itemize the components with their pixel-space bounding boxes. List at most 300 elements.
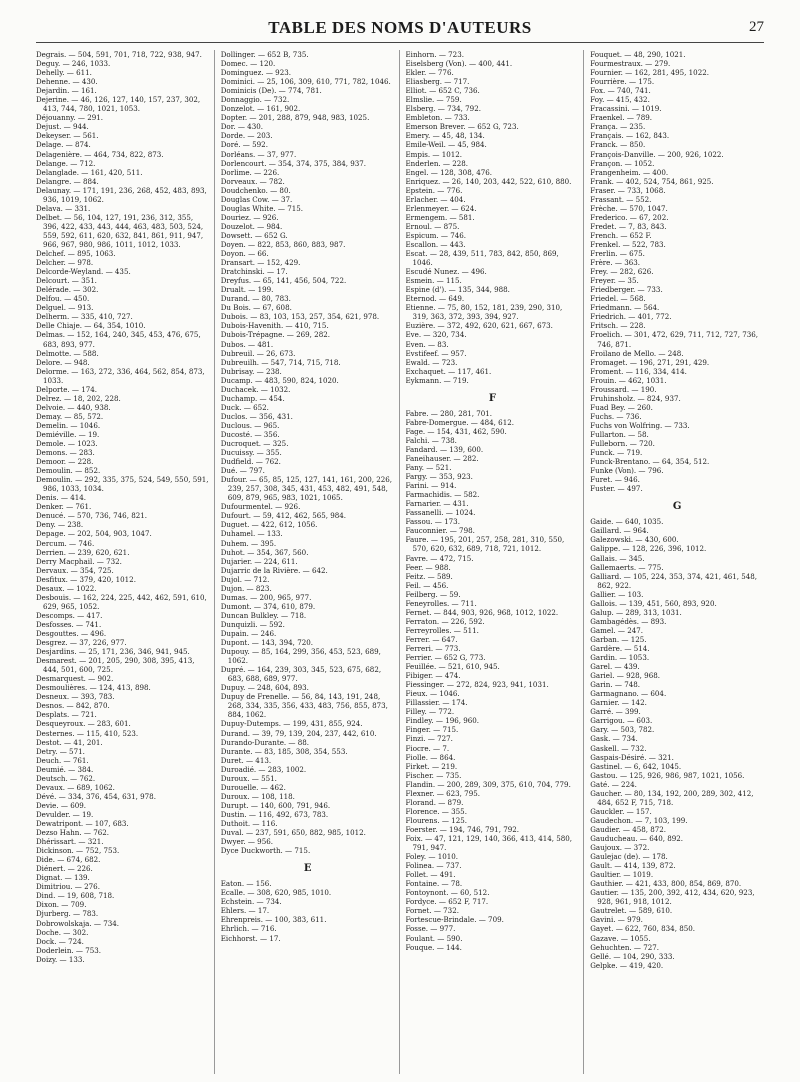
- index-entry: Derrien. — 239, 620, 621.: [36, 547, 130, 557]
- index-entry: Delrez. — 18, 202, 228.: [36, 393, 121, 403]
- index-entry: Florand. — 879.: [405, 797, 464, 807]
- index-entry: Dominici. — 25, 106, 309, 610, 771, 782, 1046.: [220, 77, 391, 87]
- index-entry: Fuchs. — 736.: [590, 411, 642, 421]
- index-entry: Fourmestraux. — 279.: [590, 59, 671, 69]
- index-entry: Einhorn. — 723.: [405, 50, 464, 59]
- index-entry: Fourrière. — 175.: [590, 77, 655, 87]
- index-columns: [36, 50, 768, 1074]
- index-entry: Gavini. — 979.: [590, 915, 643, 925]
- index-entry: Duroux. — 108, 118.: [220, 791, 295, 801]
- index-entry: Franck. — 850.: [590, 140, 646, 150]
- index-entry: Finger. — 715.: [405, 725, 459, 735]
- index-entry: Dumas. — 200, 965, 977.: [220, 592, 312, 602]
- index-entry: Gautier. — 135, 200, 392, 412, 434, 620, 923, 928, 961, 918, 1012.: [590, 888, 755, 907]
- index-entry: Fracassini. — 1019.: [590, 104, 662, 114]
- index-entry: Derry Macphail. — 732.: [36, 556, 122, 566]
- index-entry: Deuch. — 761.: [36, 755, 89, 765]
- index-entry: Fabre-Domergue. — 484, 612.: [405, 417, 514, 427]
- index-entry: Fouque. — 144.: [405, 942, 462, 952]
- index-entry: Froment. — 116, 334, 414.: [590, 366, 687, 376]
- index-entry: Gelpke. — 419, 420.: [590, 960, 664, 970]
- index-column: [590, 50, 768, 1074]
- index-entry: Gaudier. — 458, 872.: [590, 824, 667, 834]
- index-entry: Fuchs von Wolfring. — 733.: [590, 420, 690, 430]
- section-letter: E: [303, 863, 312, 875]
- index-entry: Delérade. — 302.: [36, 285, 99, 295]
- index-entry: Friedel. — 568.: [590, 294, 646, 304]
- index-entry: Fromaget. — 196, 271, 291, 429.: [590, 357, 710, 367]
- index-entry: Follet. — 491.: [405, 870, 456, 880]
- index-entry: Dévé. — 334, 376, 454, 631, 978.: [36, 791, 156, 801]
- index-entry: Fontoynont. — 60, 512.: [405, 888, 490, 898]
- index-entry: Desternes. — 115, 410, 523.: [36, 728, 139, 738]
- index-entry: Garmagnano. — 604.: [590, 689, 667, 699]
- index-entry: Feil. — 456.: [405, 580, 449, 590]
- index-entry: Duncan Bulkley. — 718.: [220, 610, 307, 620]
- index-entry: Fornet. — 732.: [405, 906, 459, 916]
- page-title: TABLE DES NOMS D'AUTEURS: [268, 18, 532, 37]
- index-entry: Delfou. — 450.: [36, 294, 90, 304]
- index-entry: Delmotte. — 588.: [36, 348, 99, 358]
- index-entry: Feer. — 988.: [405, 562, 451, 572]
- index-entry: Florence. — 355.: [405, 806, 467, 816]
- index-entry: Demoulin. — 292, 335, 375, 524, 549, 550, 591, 986, 1033, 1034.: [36, 475, 209, 494]
- index-entry: Dezso Hahn. — 762.: [36, 828, 109, 838]
- index-entry: Gambagédès. — 893.: [590, 616, 667, 626]
- index-entry: Denis. — 414.: [36, 493, 87, 503]
- index-entry: Frassant. — 552.: [590, 194, 652, 204]
- index-entry: Douriez. — 926.: [220, 212, 279, 222]
- index-entry: Fiessinger. — 272, 824, 923, 941, 1031.: [405, 680, 549, 690]
- index-entry: Gaide. — 640, 1035.: [590, 517, 664, 527]
- index-entry: Delguel. — 913.: [36, 303, 94, 313]
- index-entry: Ducamp. — 483, 590, 824, 1020.: [220, 375, 339, 385]
- index-entry: Fage. — 154, 431, 462, 590.: [405, 426, 507, 436]
- index-entry: Euzière. — 372, 492, 620, 621, 667, 673.: [405, 321, 553, 331]
- index-entry: Dujol. — 712.: [220, 574, 270, 584]
- index-entry: Denker. — 761.: [36, 502, 92, 512]
- index-entry: Gellé. — 104, 290, 333.: [590, 951, 675, 961]
- index-entry: Fernet. — 844, 903, 926, 968, 1012, 1022.: [405, 607, 559, 617]
- index-entry: Ermengem. — 581.: [405, 212, 475, 222]
- index-entry: Etienne. — 75, 80, 152, 181, 239, 290, 310, 319, 363, 372, 393, 394, 927.: [405, 303, 563, 322]
- index-entry: Foix. — 47, 121, 129, 140, 366, 413, 414, 580, 791, 947.: [405, 833, 573, 853]
- index-entry: Ducosté. — 356.: [220, 429, 280, 439]
- index-entry: Delporte. — 174.: [36, 384, 98, 394]
- index-entry: Gariel. — 928, 968.: [590, 671, 660, 681]
- index-entry: Eichhorst. — 17.: [220, 933, 281, 943]
- index-entry: Garré. — 399.: [590, 707, 641, 717]
- index-entry: Desfosses. — 741.: [36, 619, 102, 629]
- index-entry: Espicum. — 746.: [405, 230, 467, 240]
- index-entry: Dorléans. — 37, 977.: [220, 149, 297, 159]
- index-column: [36, 50, 215, 1074]
- index-entry: Deny. — 238.: [36, 520, 84, 530]
- index-entry: Fuster. — 497.: [590, 484, 643, 494]
- index-entry: Ducroquet. — 325.: [220, 439, 289, 449]
- index-entry: Delvoie. — 440, 938.: [36, 402, 111, 412]
- index-entry: Emerson Brever. — 652 G, 723.: [405, 122, 519, 132]
- index-entry: Ferraton. — 226, 592.: [405, 616, 485, 626]
- index-entry: Duguet. — 422, 612, 1056.: [220, 520, 318, 530]
- index-entry: Duchamp. — 454.: [220, 393, 285, 403]
- index-entry: Dejerine. — 46, 126, 127, 140, 157, 237, 302, 413, 744, 780, 1021, 1053.: [36, 95, 201, 114]
- index-entry: Garin. — 748.: [590, 680, 641, 690]
- index-entry: Fritsch. — 228.: [590, 321, 646, 331]
- index-entry: Flexner. — 623, 795.: [405, 788, 480, 798]
- index-entry: Dupouy. — 85, 164, 299, 356, 453, 523, 689, 1062.: [220, 647, 381, 666]
- index-entry: Dopter. — 201, 288, 879, 948, 983, 1025.: [220, 113, 370, 123]
- index-entry: Garrigou. — 603.: [590, 716, 653, 726]
- index-entry: Gaillard. — 964.: [590, 526, 649, 536]
- index-entry: Dupuy. — 248, 604, 893.: [220, 683, 309, 693]
- index-entry: François-Danville. — 200, 926, 1022.: [590, 149, 724, 159]
- index-entry: Gehuchten. — 727.: [590, 942, 660, 952]
- index-entry: Firket. — 219.: [405, 761, 458, 771]
- index-entry: Fouquet. — 48, 290, 1021.: [590, 50, 686, 59]
- index-entry: Epstein. — 776.: [405, 185, 463, 195]
- index-entry: Falchi. — 738.: [405, 435, 457, 445]
- index-entry: Galippe. — 128, 226, 396, 1012.: [590, 544, 707, 554]
- index-entry: Duroux. — 551.: [220, 773, 277, 783]
- index-entry: Dobrowolskaja. — 734.: [36, 918, 120, 928]
- index-entry: Durand. — 80, 783.: [220, 294, 291, 304]
- index-entry: Dupuy-Dutemps. — 199, 431, 855, 924.: [220, 719, 363, 729]
- index-entry: Desmarquest. — 902.: [36, 674, 114, 684]
- index-entry: Demons. — 283.: [36, 448, 95, 458]
- index-entry: Farnarier. — 431.: [405, 499, 469, 509]
- index-entry: Dewatripont. — 107, 683.: [36, 818, 129, 828]
- index-entry: Froelich. — 301, 472, 629, 711, 712, 727, 736, 746, 871.: [590, 330, 759, 349]
- index-entry: Delherm. — 335, 410, 727.: [36, 312, 133, 322]
- index-entry: Ferreri. — 773.: [405, 644, 461, 653]
- index-entry: Durando-Durante. — 88.: [220, 737, 310, 747]
- index-entry: Douzelot. — 984.: [220, 221, 283, 231]
- index-entry: Ecalle. — 308, 620, 985, 1010.: [220, 888, 332, 898]
- index-entry: Desnos. — 842, 870.: [36, 701, 110, 711]
- index-entry: Emile-Weil. — 45, 984.: [405, 140, 487, 150]
- index-entry: Ferrier. — 652 G, 773.: [405, 653, 486, 663]
- index-entry: Favre. — 472, 715.: [405, 553, 474, 563]
- index-entry: Desmarest. — 201, 205, 290, 308, 395, 413, 444, 501, 600, 725.: [36, 656, 195, 675]
- index-entry: Fuad Bey. — 260.: [590, 402, 653, 412]
- index-entry: Dejardin. — 161.: [36, 86, 97, 96]
- index-entry: Friedberger. — 733.: [590, 285, 663, 295]
- index-entry: Garel. — 439.: [590, 662, 640, 672]
- index-entry: Fargy. — 353, 923.: [405, 472, 473, 482]
- index-entry: França. — 235.: [590, 122, 646, 132]
- index-entry: Dominicis (De). — 774, 781.: [220, 86, 322, 96]
- index-entry: Froussard. — 190.: [590, 384, 657, 394]
- index-entry: Gault. — 414, 139, 872.: [590, 861, 676, 871]
- index-entry: Demole. — 1023.: [36, 439, 98, 449]
- index-entry: Dumont. — 374, 610, 879.: [220, 601, 316, 611]
- index-entry: Dekeyser. — 561.: [36, 131, 99, 141]
- index-entry: Doré. — 592.: [220, 140, 268, 150]
- index-entry: Galup. — 289, 313, 1031.: [590, 607, 682, 617]
- index-entry: Dué. — 797.: [220, 466, 265, 476]
- index-entry: Fillassier. — 174.: [405, 698, 468, 708]
- index-entry: Doizy. — 133.: [36, 954, 85, 964]
- index-entry: Exchaquet. — 117, 461.: [405, 366, 492, 376]
- index-entry: Escat. — 28, 439, 511, 783, 842, 850, 869, 1046.: [405, 249, 559, 268]
- index-entry: Dufour. — 65, 85, 125, 127, 141, 161, 200, 226, 239, 257, 308, 345, 431, 453, 482, 491, 548, 609, 879, 965, 983, 1021, 1065.: [220, 475, 393, 503]
- index-entry: Ewald. — 723.: [405, 357, 458, 367]
- index-entry: Gaté. — 224.: [590, 779, 637, 789]
- index-entry: Douglas White. — 715.: [220, 203, 304, 213]
- index-entry: Dustin. — 116, 492, 673, 783.: [220, 809, 329, 819]
- index-entry: Gautrelet. — 589, 610.: [590, 906, 673, 916]
- index-entry: Fiocre. — 7.: [405, 743, 450, 753]
- index-entry: Dubreuil. — 26, 673.: [220, 348, 296, 358]
- index-entry: French. — 652 F.: [590, 230, 652, 240]
- index-entry: Dehelly. — 611.: [36, 68, 92, 78]
- index-entry: Douglas Cow. — 37.: [220, 194, 293, 204]
- index-entry: Gardin. — 1053.: [590, 653, 650, 663]
- index-entry: Dehenne. — 430.: [36, 77, 98, 87]
- index-entry: Gamel. — 247.: [590, 625, 643, 635]
- index-entry: Duhot. — 354, 367, 560.: [220, 547, 309, 557]
- index-entry: Dominguez. — 923.: [220, 68, 291, 78]
- index-entry: Fraenkel. — 789.: [590, 113, 652, 123]
- index-entry: Dudfield. — 762.: [220, 457, 281, 467]
- index-entry: Gaskell. — 732.: [590, 743, 647, 753]
- index-entry: Demay. — 85, 572.: [36, 411, 104, 421]
- index-entry: Eaton. — 156.: [220, 879, 272, 889]
- index-entry: Ehlers. — 17.: [220, 906, 270, 916]
- index-entry: Ferreyrolles. — 511.: [405, 625, 479, 635]
- index-entry: Gazave. — 1055.: [590, 933, 651, 943]
- index-entry: Detry. — 571.: [36, 746, 85, 756]
- index-entry: Ernoul. — 875.: [405, 221, 460, 231]
- index-entry: Dorlencourt. — 354, 374, 375, 384, 937.: [220, 158, 367, 168]
- index-entry: Flandin. — 200, 289, 309, 375, 610, 704, 779.: [405, 779, 571, 789]
- index-entry: Frank. — 402, 524, 754, 861, 925.: [590, 176, 714, 186]
- index-entry: Delangre. — 884.: [36, 176, 99, 186]
- index-entry: Galliard. — 105, 224, 353, 374, 421, 461, 548, 862, 922.: [590, 571, 758, 590]
- index-entry: Findley. — 196, 960.: [405, 716, 480, 726]
- index-entry: Dupuy de Frenelle. — 56, 84, 143, 191, 248, 268, 334, 335, 356, 433, 483, 756, 855, 873, 884, 1062.: [220, 692, 388, 720]
- index-entry: Eternod. — 649.: [405, 294, 465, 304]
- index-entry: Dor. — 430.: [220, 122, 263, 132]
- index-entry: Dide. — 674, 682.: [36, 855, 101, 865]
- index-entry: Fulleborn. — 720.: [590, 439, 655, 449]
- index-entry: Frère. — 363.: [590, 258, 641, 268]
- index-entry: Delange. — 712.: [36, 158, 96, 168]
- index-entry: Even. — 83.: [405, 339, 449, 349]
- index-entry: Eiselsberg (Von). — 400, 441.: [405, 59, 513, 69]
- index-entry: Demiéville. — 19.: [36, 429, 100, 439]
- index-entry: Degrais. — 504, 591, 701, 718, 722, 938, 947.: [36, 50, 202, 59]
- index-entry: Desfitux. — 379, 420, 1012.: [36, 574, 136, 584]
- index-entry: Durante. — 83, 185, 308, 354, 553.: [220, 746, 348, 756]
- index-entry: Escallon. — 443.: [405, 239, 466, 249]
- index-entry: Frenkel. — 522, 783.: [590, 239, 666, 249]
- index-entry: Engel. — 128, 308, 476.: [405, 167, 493, 177]
- index-entry: Fany. — 521.: [405, 463, 452, 473]
- index-entry: Desgrez. — 37, 226, 977.: [36, 638, 127, 648]
- index-entry: Dhérissart. — 321.: [36, 837, 104, 847]
- index-entry: Dyce Duckworth. — 715.: [220, 846, 311, 856]
- index-entry: Dujarier. — 224, 611.: [220, 556, 298, 566]
- index-entry: Fabre. — 280, 281, 701.: [405, 408, 493, 418]
- index-entry: Ferrer. — 647.: [405, 634, 458, 644]
- index-entry: Duthoit. — 116.: [220, 818, 278, 828]
- index-entry: Français. — 162, 843.: [590, 131, 670, 141]
- index-entry: Dubois-Trépagne. — 269, 282.: [220, 330, 330, 340]
- index-entry: Erlenmeyer. — 624.: [405, 203, 477, 213]
- index-entry: Fosse. — 977.: [405, 924, 456, 934]
- index-entry: Eliasberg. — 717.: [405, 77, 470, 87]
- index-entry: Duroadié. — 283, 1002.: [220, 764, 307, 774]
- index-entry: Foley. — 1010.: [405, 852, 459, 862]
- index-entry: Dixon. — 709.: [36, 900, 87, 910]
- index-entry: Demoulin. — 852.: [36, 466, 101, 476]
- index-entry: Desqueyroux. — 283, 601.: [36, 719, 131, 729]
- index-entry: Duck. — 652.: [220, 402, 269, 412]
- index-entry: Galezowski. — 430, 600.: [590, 535, 679, 545]
- index-entry: Dujon. — 823.: [220, 583, 272, 593]
- index-entry: Fischer. — 735.: [405, 770, 462, 780]
- index-column: [406, 50, 585, 1074]
- index-entry: Doyen. — 822, 853, 860, 883, 987.: [220, 239, 346, 249]
- index-entry: Desjardins. — 25, 171, 236, 346, 941, 945.: [36, 647, 190, 657]
- index-entry: Duval. — 237, 591, 650, 882, 985, 1012.: [220, 828, 366, 838]
- index-entry: Embleton. — 733.: [405, 113, 470, 123]
- index-entry: Faneihauser. — 282.: [405, 454, 479, 464]
- index-entry: Frèche. — 570, 1047.: [590, 203, 668, 213]
- section-letter: G: [672, 501, 682, 513]
- index-entry: Froilano de Mello. — 248.: [590, 348, 684, 358]
- index-entry: Dufourt. — 59, 412, 462, 565, 984.: [220, 511, 347, 521]
- index-entry: Delbet. — 56, 104, 127, 191, 236, 312, 355, 396, 422, 433, 443, 444, 463, 483, 503, 524, 559, 592, 611, 620, 632, 841, 861, 911, 947, 966, 967, 980, 986, 1011, 1012, 1033.: [36, 212, 204, 249]
- index-entry: Dubois. — 83, 103, 153, 257, 354, 621, 978.: [220, 312, 380, 322]
- index-entry: Gaulejac (de). — 178.: [590, 852, 668, 862]
- index-entry: Feuillée. — 521, 610, 945.: [405, 662, 500, 672]
- index-entry: Dercum. — 746.: [36, 538, 95, 548]
- index-entry: Fredet. — 7, 83, 843.: [590, 221, 667, 231]
- index-entry: Garnier. — 142.: [590, 698, 647, 708]
- index-entry: Gaujoux. — 372.: [590, 843, 650, 853]
- index-entry: Evstifeef. — 957.: [405, 348, 467, 358]
- index-entry: Doudchenko. — 80.: [220, 185, 291, 195]
- index-entry: Garban. — 125.: [590, 634, 647, 644]
- index-entry: Fieux. — 1046.: [405, 689, 460, 699]
- page-header: [36, 14, 764, 43]
- index-entry: Fox. — 740, 741.: [590, 86, 651, 96]
- index-entry: Desaux. — 1022.: [36, 583, 97, 593]
- index-entry: Deguy. — 246, 1033.: [36, 59, 111, 69]
- index-entry: Devulder. — 19.: [36, 809, 94, 819]
- index-entry: Feilberg. — 59.: [405, 589, 461, 599]
- index-entry: Fullarton. — 58.: [590, 429, 649, 439]
- index-entry: Furet. — 946.: [590, 475, 640, 485]
- index-entry: Dorveaux. — 782.: [220, 176, 285, 186]
- index-entry: Delore. — 948.: [36, 357, 90, 367]
- index-entry: Gaspais-Désiré. — 321.: [590, 752, 674, 762]
- index-entry: Gaultier. — 1019.: [590, 870, 654, 880]
- index-entry: Faure. — 195, 201, 257, 258, 281, 310, 550, 570, 620, 632, 689, 718, 721, 1012.: [405, 535, 565, 554]
- index-entry: Dreyfus. — 65, 141, 456, 504, 722.: [220, 276, 347, 286]
- index-entry: Fandard. — 139, 600.: [405, 444, 484, 454]
- index-entry: Eve. — 320, 734.: [405, 330, 467, 340]
- index-entry: Freyer. — 35.: [590, 276, 639, 286]
- index-entry: Farmachidis. — 582.: [405, 490, 480, 500]
- index-entry: Filley. — 772.: [405, 707, 455, 717]
- index-entry: Ehrenpreis. — 100, 383, 611.: [220, 915, 327, 925]
- index-entry: Durupt. — 140, 600, 791, 946.: [220, 800, 331, 810]
- index-entry: Friedmann. — 564.: [590, 303, 660, 313]
- index-entry: Delaunay. — 171, 191, 236, 268, 452, 483, 893, 936, 1019, 1062.: [36, 185, 207, 204]
- section-letter: F: [488, 392, 496, 404]
- index-entry: Duclous. — 965.: [220, 420, 280, 430]
- index-entry: Gauducheau. — 640, 892.: [590, 833, 684, 843]
- index-entry: Gary. — 503, 782.: [590, 725, 655, 735]
- index-entry: Dickinson. — 752, 753.: [36, 846, 120, 856]
- index-entry: Gallais. — 345.: [590, 553, 645, 563]
- index-entry: Foulant. — 590.: [405, 933, 463, 943]
- index-entry: Gallemaerts. — 775.: [590, 562, 664, 572]
- index-entry: Fordyce. — 652 F, 717.: [405, 897, 489, 907]
- index-entry: Dervaux. — 354, 725.: [36, 565, 114, 575]
- index-entry: Desgouttes. — 496.: [36, 629, 107, 638]
- index-entry: Desmoulières. — 124, 413, 898.: [36, 683, 151, 693]
- index-entry: Dupont. — 143, 394, 720.: [220, 638, 313, 648]
- index-entry: Dorlime. — 226.: [220, 167, 280, 177]
- index-entry: Delanglade. — 161, 420, 511.: [36, 167, 143, 177]
- index-entry: Fassou. — 173.: [405, 517, 460, 527]
- index-entry: Dubreuilh. — 547, 714, 715, 718.: [220, 357, 341, 367]
- index-entry: Funck. — 719.: [590, 448, 643, 458]
- index-entry: Elmslie. — 759.: [405, 95, 462, 105]
- index-entry: Dock. — 724.: [36, 936, 84, 946]
- index-entry: Fruhinsholz. — 824, 937.: [590, 393, 681, 403]
- index-entry: Dejust. — 944.: [36, 122, 89, 132]
- index-entry: Gask. — 734.: [590, 734, 638, 744]
- index-entry: Dorde. — 203.: [220, 131, 273, 141]
- index-entry: Doyon. — 66.: [220, 249, 269, 259]
- index-entry: Gaudechon. — 7, 103, 199.: [590, 815, 688, 825]
- index-entry: Erlacher. — 404.: [405, 194, 466, 204]
- index-entry: Dratchinski. — 17.: [220, 267, 288, 277]
- index-entry: Fournier. — 162, 281, 495, 1022.: [590, 68, 709, 78]
- index-entry: Fontaine. — 78.: [405, 879, 463, 889]
- index-entry: Destot. — 41, 201.: [36, 737, 103, 747]
- index-entry: Frey. — 282, 626.: [590, 267, 654, 277]
- index-entry: Emery. — 45, 48, 134.: [405, 131, 485, 141]
- index-entry: Foy. — 415, 432.: [590, 95, 650, 105]
- index-entry: Feneyrolles. — 711.: [405, 598, 477, 608]
- index-entry: Ducuissy. — 355.: [220, 448, 282, 458]
- index-entry: Desbouis. — 162, 224, 225, 442, 462, 591, 610, 629, 965, 1052.: [36, 592, 207, 611]
- index-entry: Delorme. — 163, 272, 336, 464, 562, 854, 873, 1033.: [36, 366, 205, 385]
- index-entry: Demelin. — 1046.: [36, 420, 101, 430]
- index-entry: Dufourmentel. — 926.: [220, 502, 301, 512]
- index-entry: Dubos. — 481.: [220, 339, 274, 349]
- index-entry: Duclos. — 356, 431.: [220, 411, 293, 421]
- index-entry: Feitz. — 589.: [405, 571, 453, 581]
- index-entry: Delage. — 874.: [36, 140, 91, 150]
- index-entry: Gallois. — 139, 451, 560, 893, 920.: [590, 598, 717, 608]
- index-entry: Dwyer. — 956.: [220, 837, 273, 847]
- index-entry: Finzi. — 727.: [405, 734, 453, 744]
- index-entry: Delle Chiaje. — 64, 354, 1010.: [36, 321, 146, 331]
- index-entry: Durouelle. — 462.: [220, 782, 286, 792]
- index-entry: Denucé. — 570, 736, 746, 821.: [36, 511, 147, 521]
- index-entry: Delcourt. — 351.: [36, 276, 97, 286]
- index-entry: Friedrich. — 401, 772.: [590, 312, 672, 322]
- index-entry: Desneux. — 393, 783.: [36, 692, 115, 702]
